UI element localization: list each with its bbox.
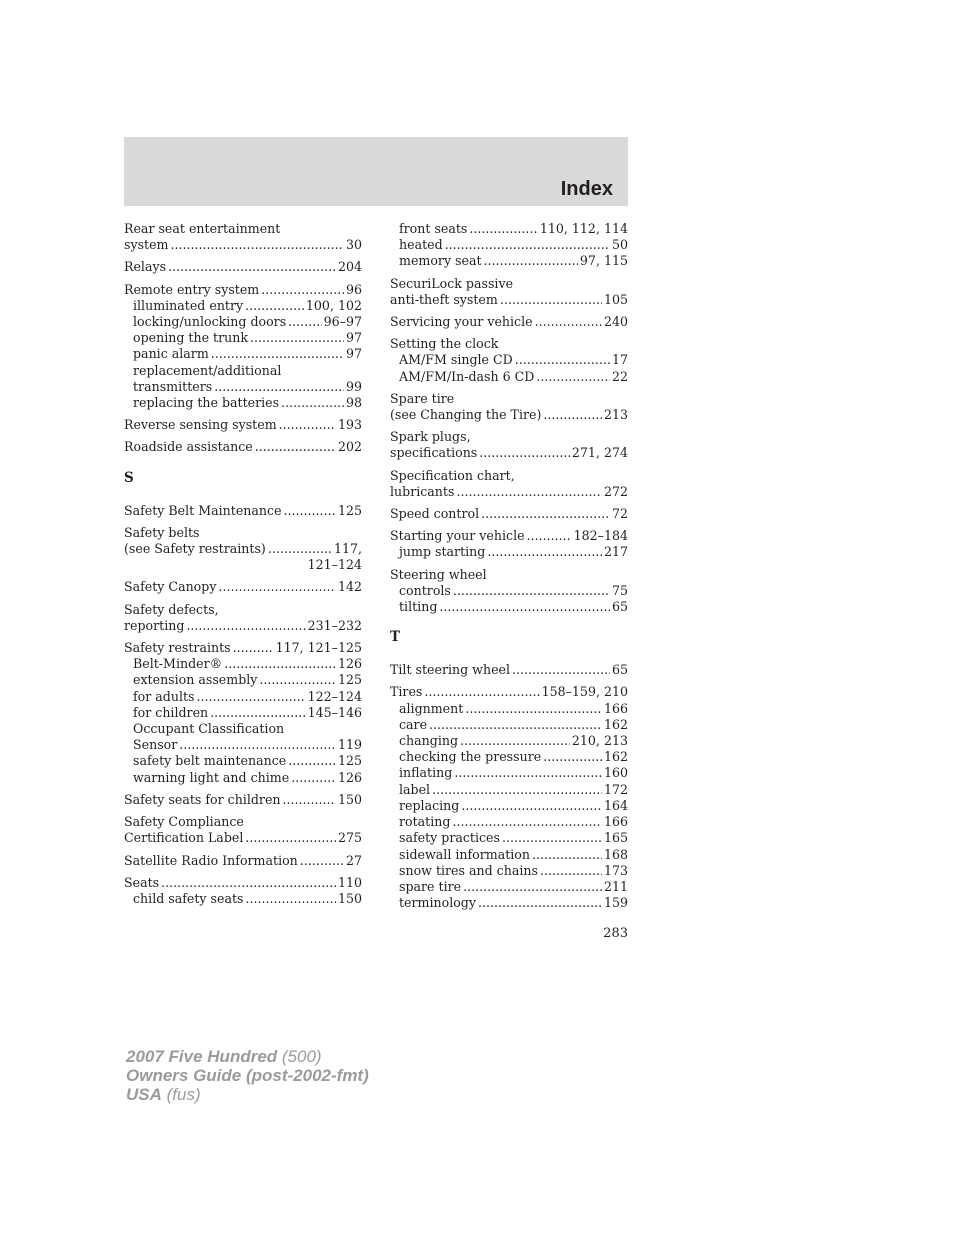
dot-leader: [500, 292, 602, 308]
page-ref: 119: [337, 737, 362, 753]
entry-term: Specification chart,: [390, 467, 515, 483]
entry-term: Satellite Radio Information: [124, 852, 298, 868]
index-entry: [390, 528, 628, 560]
entry-term: transmitters: [133, 378, 213, 394]
index-subentry: [390, 814, 628, 830]
entry-term: safety practices: [399, 830, 500, 846]
index-subentry: [124, 379, 362, 395]
document-footer: [126, 1047, 369, 1104]
entry-term: changing: [399, 733, 459, 749]
entry-term: heated: [399, 237, 443, 253]
index-subentry: [124, 705, 362, 721]
index-entry: [390, 276, 628, 308]
dot-leader: [281, 395, 344, 411]
entry-term: care: [399, 716, 428, 732]
index-line: [124, 853, 362, 869]
entry-term: locking/unlocking doors: [133, 314, 287, 330]
entry-term: for adults: [133, 688, 195, 704]
index-subentry: [390, 583, 628, 599]
page-ref: 240: [603, 314, 628, 330]
entry-term: snow tires and chains: [399, 862, 538, 878]
index-entry: [124, 503, 362, 519]
entry-term: Occupant Classification: [133, 721, 285, 737]
index-line: [390, 429, 628, 445]
dot-leader: [456, 484, 602, 500]
entry-term: Tires: [390, 684, 423, 700]
page-ref: 217: [603, 544, 628, 560]
dot-leader: [478, 895, 602, 911]
page-ref: 166: [603, 700, 628, 716]
page-ref: 160: [603, 765, 628, 781]
index-column-left: [124, 221, 362, 913]
page-ref: 99: [345, 378, 362, 394]
index-line: [124, 579, 362, 595]
index-subentry: [390, 765, 628, 781]
index-subentry: [124, 314, 362, 330]
dot-leader: [532, 847, 602, 863]
footer-line-3: USA (fus): [126, 1085, 201, 1104]
index-subentry: [124, 737, 362, 753]
entry-term: label: [399, 781, 431, 797]
index-line: [124, 503, 362, 519]
dot-leader: [463, 879, 602, 895]
header-band: [124, 137, 628, 206]
entry-term: opening the trunk: [133, 330, 248, 346]
entry-term: Sensor: [133, 737, 178, 753]
page-ref: 100, 102: [305, 297, 362, 313]
index-subentry: [390, 237, 628, 253]
dot-leader: [161, 875, 336, 891]
footer-line-2: Owners Guide (post-2002-fmt): [126, 1066, 369, 1085]
index-entry: [124, 439, 362, 455]
entry-term: Remote entry system: [124, 281, 260, 297]
index-line: [390, 468, 628, 484]
index-line: [390, 506, 628, 522]
entry-term: memory seat: [399, 253, 482, 269]
page-ref: 272: [603, 483, 628, 499]
index-subentry: [124, 330, 362, 346]
entry-term: system: [124, 237, 169, 253]
dot-leader: [168, 259, 336, 275]
index-subentry: [390, 798, 628, 814]
entry-term: illuminated entry: [133, 297, 244, 313]
page-ref: 162: [603, 716, 628, 732]
dot-leader: [210, 705, 305, 721]
page-ref: 150: [337, 890, 362, 906]
entry-term: Safety Canopy: [124, 579, 217, 595]
index-entry: [390, 684, 628, 911]
page-ref: 126: [337, 656, 362, 672]
page-ref: 172: [603, 781, 628, 797]
entry-term: Rear seat entertainment: [124, 221, 281, 236]
page-ref: 22: [611, 368, 628, 384]
index-subentry: [124, 363, 362, 379]
index-subentry: [390, 847, 628, 863]
page-ref: 96: [345, 281, 362, 297]
page-title: Index: [560, 178, 613, 200]
dot-leader: [469, 221, 537, 237]
entry-term: Starting your vehicle: [390, 528, 525, 544]
index-subentry: [390, 701, 628, 717]
dot-leader: [481, 506, 610, 522]
page-ref: 126: [337, 769, 362, 785]
entry-term: Tilt steering wheel: [390, 662, 510, 678]
entry-term: jump starting: [399, 544, 486, 560]
entry-term: for children: [133, 704, 209, 720]
page-ref: 150: [337, 791, 362, 807]
dot-leader: [502, 830, 602, 846]
index-subentry: [390, 879, 628, 895]
entry-term: sidewall information: [399, 846, 530, 862]
index-entry: [124, 853, 362, 869]
index-entry: [124, 602, 362, 634]
index-subentry: [390, 221, 628, 237]
dot-leader: [543, 407, 602, 423]
index-subentry: [390, 782, 628, 798]
page-ref: 164: [603, 797, 628, 813]
index-subentry: [124, 298, 362, 314]
dot-leader: [452, 814, 602, 830]
index-entry: [124, 259, 362, 275]
index-line: [124, 237, 362, 253]
section-letter: T: [390, 629, 401, 646]
index-line: [124, 221, 362, 237]
dot-leader: [245, 830, 336, 846]
index-line: [124, 640, 362, 656]
page-ref: 193: [337, 417, 362, 433]
index-subentry: [124, 395, 362, 411]
index-subentry: [390, 253, 628, 269]
page-ref: 75: [611, 582, 628, 598]
index-line: [124, 602, 362, 618]
index-entry: [390, 468, 628, 500]
page-ref: 125: [337, 753, 362, 769]
dot-leader: [543, 749, 602, 765]
entry-term: Safety defects,: [124, 601, 219, 617]
entry-term: replacement/additional: [133, 362, 282, 378]
index-subentry: [390, 352, 628, 368]
index-line: [390, 445, 628, 461]
page-ref: 97: [345, 330, 362, 346]
entry-term: Belt-Minder®: [133, 656, 223, 672]
dot-leader: [197, 689, 306, 705]
dot-leader: [245, 298, 304, 314]
index-entry: [124, 814, 362, 846]
entry-term: spare tire: [399, 878, 462, 894]
index-subentry: [390, 830, 628, 846]
page-ref: 158–159, 210: [541, 684, 628, 700]
entry-term: Roadside assistance: [124, 439, 253, 455]
entry-term: AM/FM single CD: [399, 352, 513, 368]
dot-leader: [211, 346, 344, 362]
dot-leader: [261, 282, 344, 298]
entry-term: SecuriLock passive: [390, 275, 514, 291]
entry-term: warning light and chime: [133, 769, 290, 785]
entry-term: alignment: [399, 700, 464, 716]
index-subentry: [390, 717, 628, 733]
page-ref: 98: [345, 395, 362, 411]
index-line: [390, 662, 628, 678]
dot-leader: [536, 369, 610, 385]
index-entry: [390, 314, 628, 330]
page-ref: 65: [611, 599, 628, 615]
entry-term: Speed control: [390, 506, 480, 522]
index-subentry: [124, 891, 362, 907]
dot-leader: [461, 798, 602, 814]
page-ref: 275: [337, 830, 362, 846]
page-ref: 65: [611, 662, 628, 678]
page-ref: 211: [603, 878, 628, 894]
index-line: [390, 528, 628, 544]
page-ref: 121–124: [307, 557, 362, 573]
entry-term: specifications: [390, 445, 478, 461]
index-line: [124, 259, 362, 275]
page-ref: 173: [603, 862, 628, 878]
dot-leader: [171, 237, 344, 253]
dot-leader: [432, 782, 602, 798]
page-ref: 110, 112, 114: [539, 221, 628, 236]
dot-leader: [186, 618, 305, 634]
index-subentry: [390, 863, 628, 879]
index-entry: [124, 640, 362, 786]
dot-leader: [283, 792, 336, 808]
index-entry: [124, 875, 362, 907]
entry-term: Seats: [124, 874, 160, 890]
index-entry: [124, 221, 362, 253]
dot-leader: [512, 662, 610, 678]
entry-term: Reverse sensing system: [124, 417, 277, 433]
dot-leader: [179, 737, 336, 753]
index-line: [390, 276, 628, 292]
index-entry: [390, 336, 628, 385]
index-subentry: [124, 689, 362, 705]
index-entry: [390, 391, 628, 423]
page-ref: 125: [337, 502, 362, 518]
index-line: [390, 391, 628, 407]
index-subentry: [124, 721, 362, 737]
entry-term: replacing: [399, 797, 460, 813]
dot-leader: [214, 379, 344, 395]
dot-leader: [291, 770, 336, 786]
index-line: [390, 567, 628, 583]
dot-leader: [218, 579, 336, 595]
index-subentry: [390, 733, 628, 749]
entry-term: panic alarm: [133, 346, 209, 362]
entry-term: Spare tire: [390, 390, 455, 406]
index-line: [390, 314, 628, 330]
page-ref: 142: [337, 579, 362, 595]
dot-leader: [527, 528, 572, 544]
page-ref: 110: [337, 874, 362, 890]
index-line: [390, 407, 628, 423]
page-ref: 162: [603, 749, 628, 765]
index-line: [390, 336, 628, 352]
index-entry: [124, 417, 362, 433]
entry-term: controls: [399, 582, 451, 598]
entry-term: Servicing your vehicle: [390, 314, 533, 330]
index-entry: [124, 579, 362, 595]
dot-leader: [535, 314, 602, 330]
entry-term: Safety Compliance: [124, 814, 244, 830]
index-line: [124, 417, 362, 433]
dot-leader: [279, 417, 336, 433]
entry-term: inflating: [399, 765, 453, 781]
page-ref: 97: [345, 346, 362, 362]
dot-leader: [453, 583, 610, 599]
index-entry: [390, 506, 628, 522]
page-ref: 165: [603, 830, 628, 846]
index-line: [124, 830, 362, 846]
entry-term: extension assembly: [133, 672, 258, 688]
page-ref: 202: [337, 439, 362, 455]
index-line: [390, 484, 628, 500]
index-subentry: [390, 895, 628, 911]
section-letter: S: [124, 469, 134, 486]
index-subentry: [390, 544, 628, 560]
entry-term: Steering wheel: [390, 566, 487, 582]
index-line: [124, 282, 362, 298]
dot-leader: [484, 253, 578, 269]
entry-term: front seats: [399, 221, 468, 236]
dot-leader: [465, 701, 602, 717]
page-ref: 72: [611, 506, 628, 522]
index-subentry: [124, 770, 362, 786]
index-subentry: [124, 656, 362, 672]
dot-leader: [460, 733, 570, 749]
entry-term: (see Safety restraints): [124, 541, 266, 557]
index-entry: [390, 567, 628, 616]
dot-leader: [540, 863, 602, 879]
page-ref: 125: [337, 672, 362, 688]
page-ref: 30: [345, 237, 362, 253]
page-ref: 122–124: [307, 688, 362, 704]
index-line: [124, 525, 362, 541]
index-subentry: [124, 753, 362, 769]
footer-line-1: 2007 Five Hundred (500): [126, 1047, 322, 1066]
index-entry: [390, 429, 628, 461]
index-entry: [390, 221, 628, 270]
dot-leader: [268, 541, 332, 557]
entry-term: child safety seats: [133, 890, 244, 906]
page-ref: 50: [611, 237, 628, 253]
index-entry: [390, 662, 628, 678]
page-ref: 210, 213: [571, 733, 628, 749]
index-entry: [124, 792, 362, 808]
dot-leader: [259, 672, 336, 688]
entry-term: replacing the batteries: [133, 395, 280, 411]
page-ref: 97, 115: [579, 253, 628, 269]
dot-leader: [224, 656, 336, 672]
dot-leader: [439, 599, 610, 615]
page-ref: 159: [603, 895, 628, 911]
dot-leader: [288, 314, 321, 330]
dot-leader: [487, 544, 602, 560]
dot-leader: [424, 684, 539, 700]
index-line: [124, 439, 362, 455]
index-line: [124, 814, 362, 830]
entry-term: Certification Label: [124, 830, 244, 846]
entry-term: safety belt maintenance: [133, 753, 287, 769]
index-column-right: [390, 221, 628, 917]
dot-leader: [479, 445, 570, 461]
entry-term: tilting: [399, 599, 438, 615]
page-ref: 117,: [333, 541, 362, 557]
index-subentry: [390, 749, 628, 765]
page-ref: 96–97: [323, 314, 362, 330]
dot-leader: [246, 891, 336, 907]
index-line: [124, 875, 362, 891]
entry-term: checking the pressure: [399, 749, 542, 765]
index-subentry: [390, 599, 628, 615]
page-ref: 27: [345, 852, 362, 868]
page-ref: 105: [603, 291, 628, 307]
index-line: [124, 792, 362, 808]
dot-leader: [250, 330, 344, 346]
entry-term: anti-theft system: [390, 291, 498, 307]
entry-term: terminology: [399, 895, 476, 911]
index-line: [124, 557, 362, 573]
entry-term: lubricants: [390, 483, 455, 499]
index-line: [390, 684, 628, 700]
dot-leader: [288, 753, 336, 769]
page-ref: 213: [603, 407, 628, 423]
index-line: [390, 292, 628, 308]
page-ref: 117, 121–125: [275, 640, 362, 656]
page-ref: 145–146: [307, 704, 362, 720]
entry-term: rotating: [399, 814, 451, 830]
page-number: 283: [603, 926, 628, 941]
index-subentry: [124, 672, 362, 688]
dot-leader: [284, 503, 336, 519]
entry-term: AM/FM/In-dash 6 CD: [399, 368, 535, 384]
index-subentry: [390, 369, 628, 385]
index-subentry: [124, 346, 362, 362]
entry-term: Safety restraints: [124, 640, 231, 656]
index-entry: [124, 282, 362, 412]
dot-leader: [429, 717, 602, 733]
dot-leader: [233, 640, 274, 656]
dot-leader: [445, 237, 610, 253]
dot-leader: [300, 853, 344, 869]
entry-term: Setting the clock: [390, 336, 499, 352]
entry-term: Spark plugs,: [390, 429, 471, 445]
entry-term: Safety Belt Maintenance: [124, 502, 282, 518]
page-ref: 271, 274: [571, 445, 628, 461]
entry-term: Safety seats for children: [124, 791, 281, 807]
page-ref: 168: [603, 846, 628, 862]
entry-term: Safety belts: [124, 524, 200, 540]
entry-term: Relays: [124, 259, 167, 275]
page-ref: 182–184: [573, 528, 628, 544]
page-ref: 17: [611, 352, 628, 368]
index-line: [124, 618, 362, 634]
dot-leader: [454, 765, 602, 781]
page-ref: 166: [603, 814, 628, 830]
dot-leader: [515, 352, 610, 368]
entry-term: (see Changing the Tire): [390, 407, 542, 423]
index-line: [124, 541, 362, 557]
index-entry: [124, 525, 362, 574]
dot-leader: [255, 439, 336, 455]
page-ref: 204: [337, 259, 362, 275]
entry-term: reporting: [124, 617, 185, 633]
page-ref: 231–232: [307, 617, 362, 633]
